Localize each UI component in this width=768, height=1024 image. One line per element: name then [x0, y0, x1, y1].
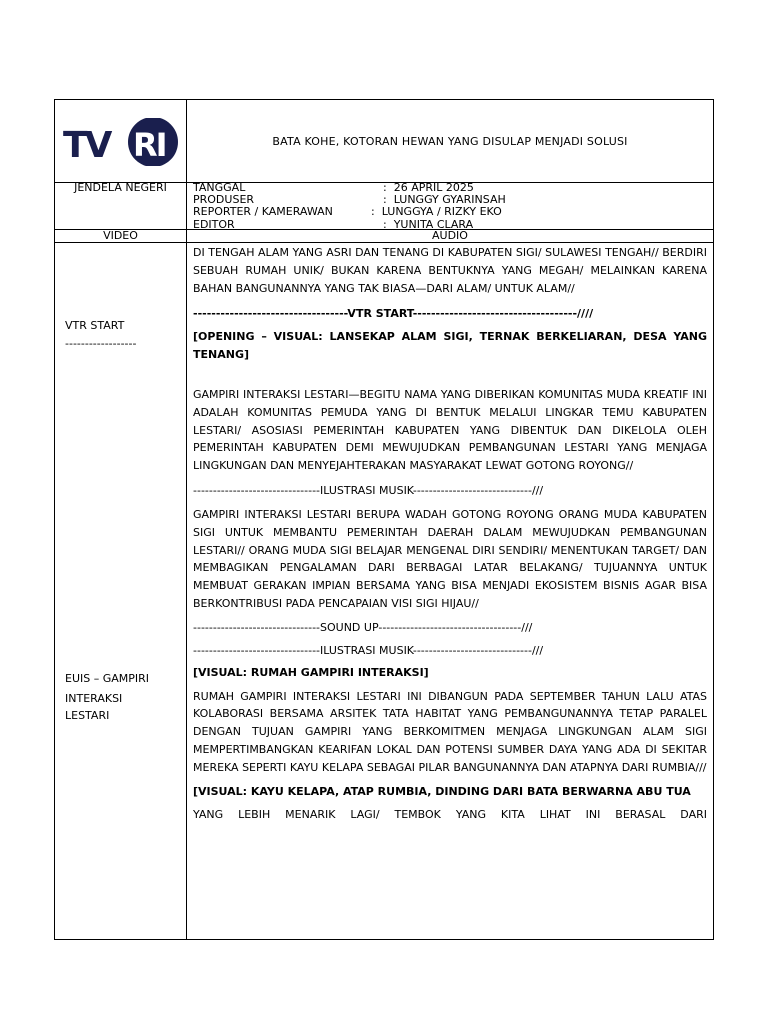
- meta-row-editor: EDITOR : YUNITA CLARA: [193, 217, 474, 231]
- program-name: JENDELA NEGERI: [74, 181, 167, 194]
- visual-kayu-note: [VISUAL: KAYU KELAPA, ATAP RUMBIA, DINDING DARI BATA BERWARNA ABU TUA: [193, 784, 691, 798]
- euis-note-line1: EUIS – GAMPIRI: [65, 672, 150, 685]
- production-meta: [193, 182, 506, 231]
- audio-paragraph-3: GAMPIRI INTERAKSI LESTARI BERUPA WADAH GOTONG ROYONG ORANG MUDA KABUPATEN SIGI UNTUK MEMBANTU PEMERINTAH DAERAH DALAM MEWUJUDKAN PEMBANGUNAN LESTARI// ORANG MUDA SIGI BELAJAR MENGENAL DIRI SENDIRI/ MENENTUKAN TARGET/ DAN MEMBAGIKAN PENGALAMAN DARI BERBAGAI LATAR BELAKANG/ TUJUANNYA UNTUK MEMBUAT GERAKAN IMPIAN BERSAMA YANG BISA MENJADI EKOSISTEM BISNIS AGAR BISA BERKONTRIBUSI PADA PENCAPAIAN VISI SIGI HIJAU//: [193, 507, 707, 610]
- meta-row-tanggal: TANGGAL : 26 APRIL 2025: [193, 181, 474, 194]
- audio-paragraph-1: DI TENGAH ALAM YANG ASRI DAN TENANG DI KABUPATEN SIGI/ SULAWESI TENGAH// BERDIRI SEBUAH RUMAH UNIK/ BUKAN KARENA BENTUKNYA YANG MEGAH/ MELAINKAN KARENA BAHAN BANGUNANNYA YANG TAK BIASA—DARI ALAM/ UNTUK ALAM//: [193, 246, 707, 295]
- sound-up-cue: --------------------------------SOUND UP------------------------------------///: [193, 620, 533, 634]
- logo-text-ri: RI: [133, 126, 166, 164]
- story-title: BATA KOHE, KOTORAN HEWAN YANG DISULAP MENJADI SOLUSI: [272, 134, 628, 148]
- visual-rumah-note: [VISUAL: RUMAH GAMPIRI INTERAKSI]: [193, 665, 429, 679]
- meta-row-reporter: REPORTER / KAMERAWAN : LUNGGYA / RIZKY EKO: [193, 205, 502, 219]
- tvri-logo: [61, 118, 181, 166]
- opening-visual-note: [OPENING – VISUAL: LANSEKAP ALAM SIGI, TERNAK BERKELIARAN, DESA YANG TENANG]: [193, 330, 707, 362]
- audio-paragraph-4: RUMAH GAMPIRI INTERAKSI LESTARI INI DIBANGUN PADA SEPTEMBER TAHUN LALU ATAS KOLABORASI BERSAMA ARSITEK TATA HABITAT YANG PEMBANGUNANNYA TETAP PARALEL DENGAN TUJUAN GAMPIRI YANG BERKOMITMEN MENJAGA LINGKUNGAN ALAM SIGI MEMPERTIMBANGKAN KEARIFAN LOKAL DAN POTENSI SUMBER DAYA YANG ADA DI SEKITAR MEREKA SEPERTI KAYU KELAPA SEBAGAI PILAR BANGUNANNYA DAN ATAPNYA DARI RUMBIA///: [193, 689, 707, 774]
- audio-column: [193, 244, 707, 824]
- column-divider: [186, 100, 187, 939]
- logo-text-tv: TV: [63, 125, 110, 166]
- audio-paragraph-2: GAMPIRI INTERAKSI LESTARI—BEGITU NAMA YANG DIBERIKAN KOMUNITAS MUDA KREATIF INI ADALAH KOMUNITAS PEMUDA YANG DI BENTUK MELALUI LINGKAR TEMU KABUPATEN LESTARI/ ASOSIASI PEMERINTAH KABUPATEN YANG DIBENTUK DAN DIKELOLA OLEH PEMERINTAH KABUPATEN DEMI MEWUJUDKAN PEMBANGUNAN LESTARI YANG MENJAGA LINGKUNGAN DAN MENYEJAHTERAKAN MASYARAKAT LEWAT GOTONG ROYONG//: [193, 387, 707, 473]
- vtr-start-note: VTR START: [65, 319, 125, 332]
- vtr-start-marker: ----------------------------------VTR START------------------------------------////: [193, 307, 594, 321]
- row-divider-header: [55, 242, 713, 243]
- euis-note-line2: INTERAKSI: [65, 692, 123, 705]
- column-header-audio: AUDIO: [432, 229, 468, 242]
- music-cue-1: --------------------------------ILUSTRASI MUSIK------------------------------///: [193, 483, 544, 497]
- script-table: [54, 99, 714, 940]
- vtr-start-dashes: ------------------: [65, 337, 137, 350]
- euis-note-line3: LESTARI: [65, 709, 110, 722]
- audio-paragraph-5: YANG LEBIH MENARIK LAGI/ TEMBOK YANG KITA LIHAT INI BERASAL DARI: [193, 808, 707, 822]
- column-header-video: VIDEO: [103, 229, 138, 242]
- meta-row-produser: PRODUSER : LUNGGY GYARINSAH: [193, 193, 506, 207]
- music-cue-2: --------------------------------ILUSTRASI MUSIK------------------------------///: [193, 643, 544, 657]
